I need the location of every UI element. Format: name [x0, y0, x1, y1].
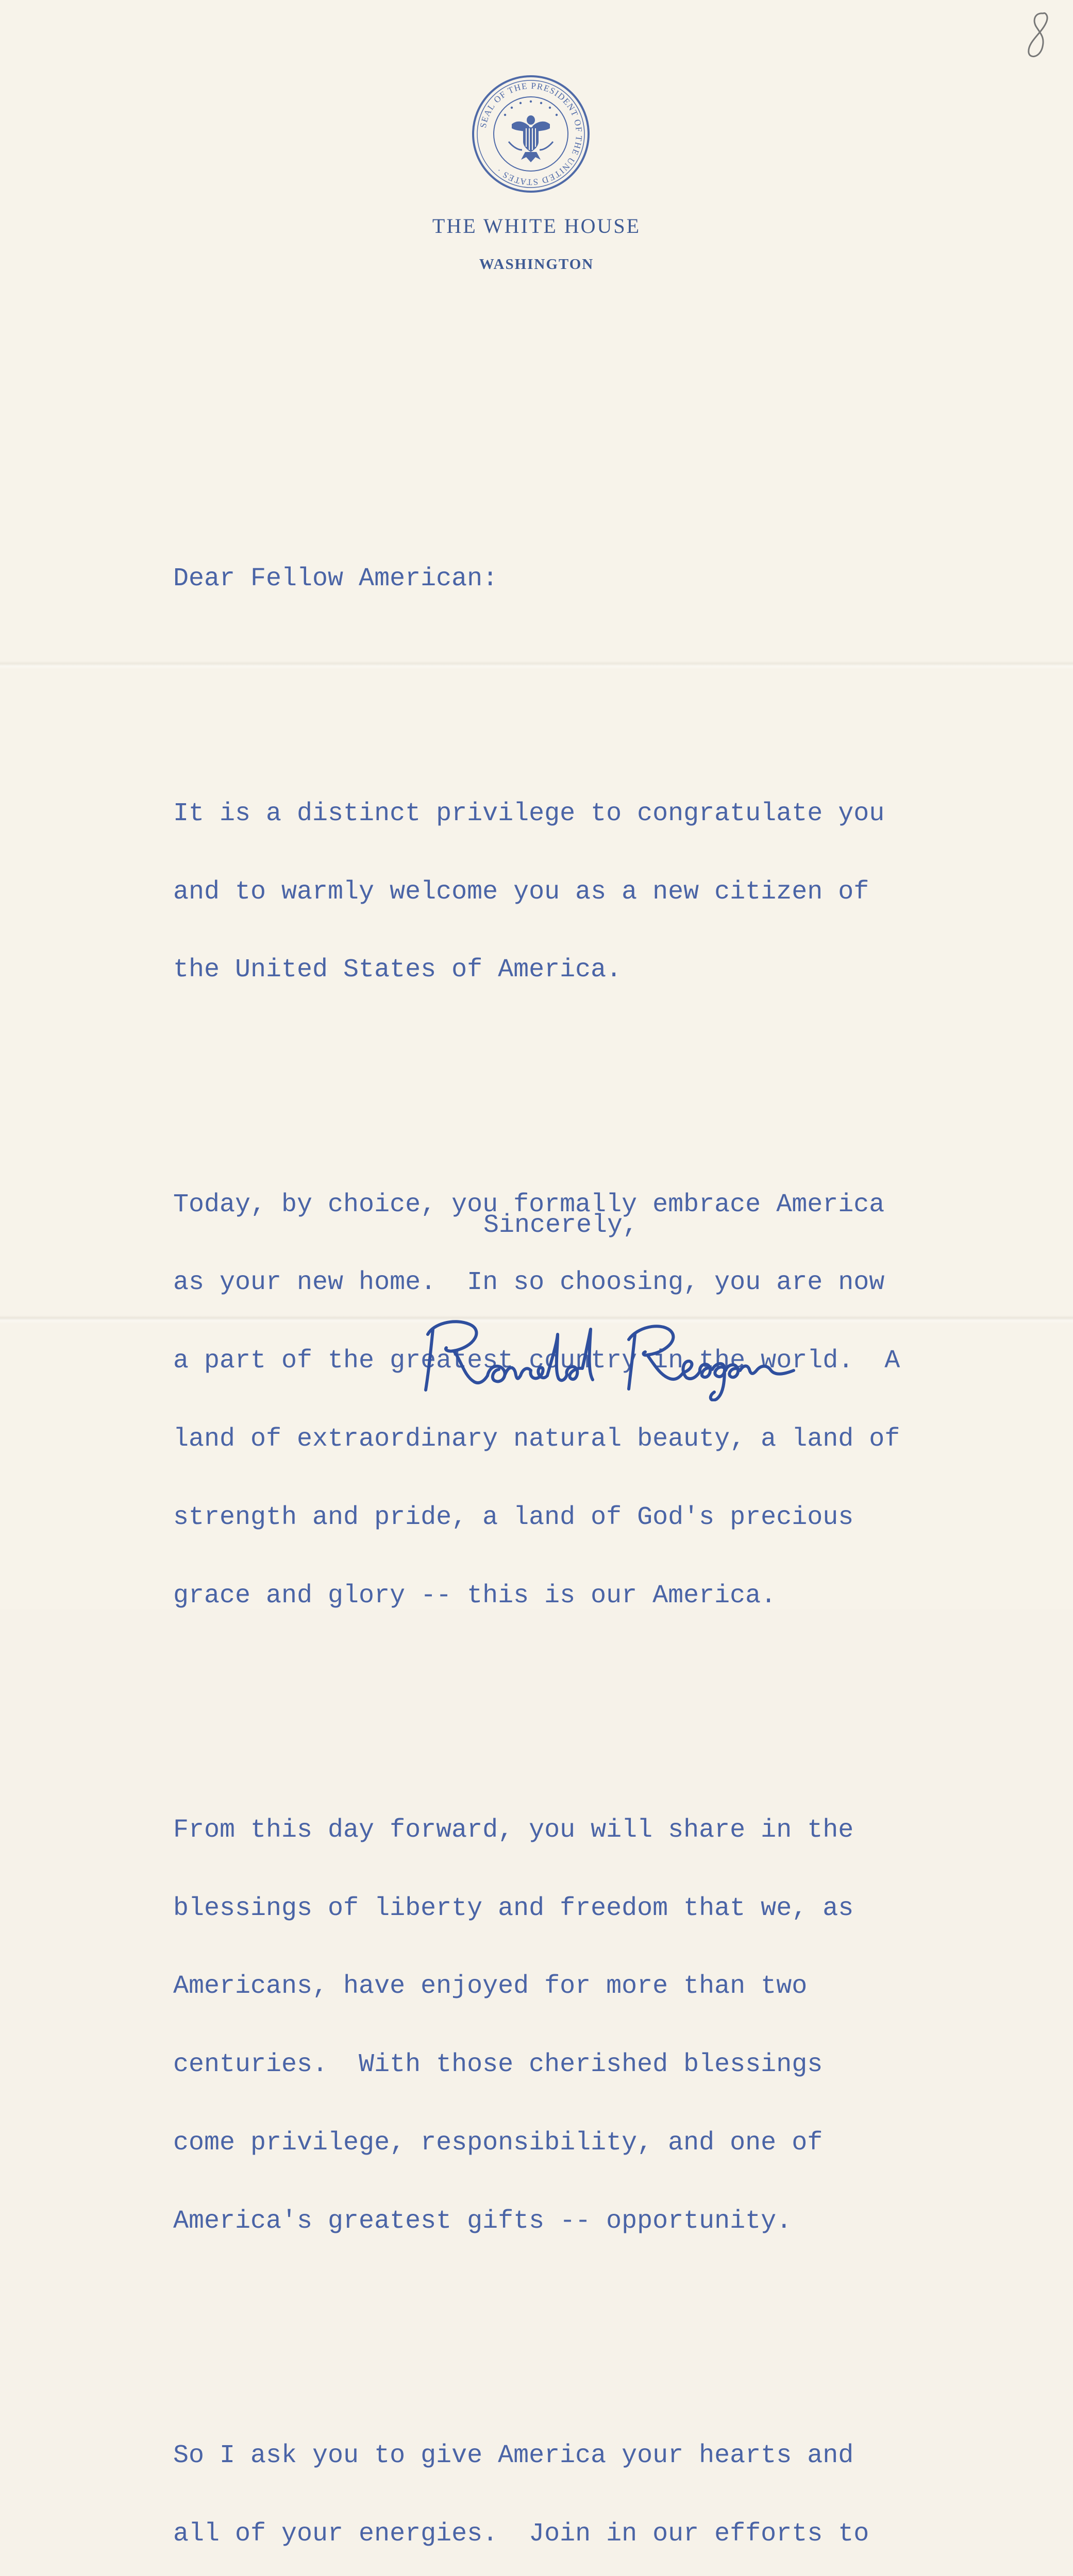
- paragraph-line: the United States of America.: [173, 955, 622, 985]
- paragraph-1: [173, 749, 946, 1036]
- paragraph-line: America's greatest gifts -- opportunity.: [173, 2206, 792, 2236]
- page-number-mark: [1025, 9, 1055, 66]
- paragraph-line: Americans, have enjoyed for more than two: [173, 1972, 808, 2002]
- paragraph-line: So I ask you to give America your hearts and: [173, 2441, 854, 2471]
- paragraph-line: as your new home. In so choosing, you are now: [173, 1268, 885, 1298]
- paragraph-line: strength and pride, a land of God's precious: [173, 1502, 854, 1532]
- letterhead-title: THE WHITE HOUSE: [432, 214, 641, 238]
- salutation: [173, 514, 946, 645]
- closing: Sincerely,: [483, 1211, 639, 1240]
- paragraph-line: and to warmly welcome you as a new citizen of: [173, 877, 869, 907]
- salutation-line: Dear Fellow American:: [173, 564, 498, 594]
- paragraph-line: come privilege, responsibility, and one of: [173, 2128, 823, 2158]
- presidential-seal-icon: [472, 75, 590, 193]
- paragraph-line: centuries. With those cherished blessings: [173, 2050, 823, 2080]
- letter-body: [173, 462, 946, 2576]
- paragraph-3: [173, 1766, 946, 2287]
- paragraph-line: all of your energies. Join in our efforts to: [173, 2519, 869, 2549]
- paragraph-line: It is a distinct privilege to congratulate you: [173, 799, 885, 828]
- paragraph-4: [173, 2391, 946, 2576]
- paragraph-line: land of extraordinary natural beauty, a land of: [173, 1424, 900, 1454]
- paragraph-line: grace and glory -- this is our America.: [173, 1581, 777, 1611]
- svg-text:SEAL OF THE PRESIDENT OF THE U: SEAL OF THE PRESIDENT OF THE UNITED STATES ·: [478, 80, 584, 188]
- paragraph-line: From this day forward, you will share in the: [173, 1815, 854, 1845]
- paragraph-line: blessings of liberty and freedom that we, as: [173, 1893, 854, 1923]
- letterhead-subtitle: WASHINGTON: [479, 256, 594, 273]
- signature-image: [412, 1298, 804, 1401]
- paragraph-line: Today, by choice, you formally embrace America: [173, 1190, 885, 1219]
- paragraph-line: a part of the greatest country in the world. A: [173, 1346, 900, 1376]
